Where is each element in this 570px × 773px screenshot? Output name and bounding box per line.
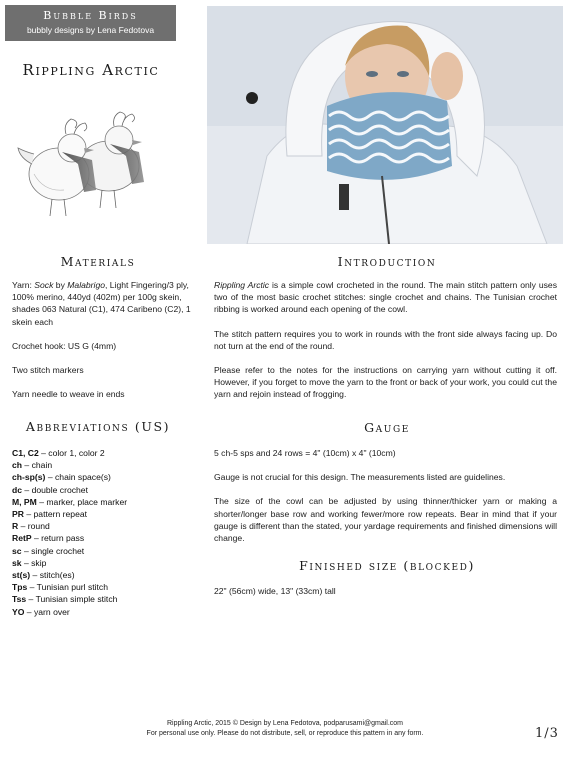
abbr-item: ch – chain [12, 460, 53, 471]
abbr-item: YO – yarn over [12, 606, 70, 617]
intro-paragraph-2: The stitch pattern requires you to work in rounds with the front side always facing up. Do not turn at the end of the round. [214, 328, 557, 351]
brand-subtitle: bubbly designs by Lena Fedotova [26, 25, 155, 35]
introduction-heading: Introduction [337, 254, 437, 269]
yarn-brand: Malabrigo [67, 280, 106, 290]
abbr-item: M, PM – marker, place marker [12, 496, 128, 507]
introduction-section [214, 279, 557, 401]
page-number: 1/3 [535, 726, 559, 741]
brand-header [5, 5, 176, 41]
materials-section [12, 279, 192, 400]
birds-illustration [14, 104, 164, 222]
footer [0, 719, 570, 739]
abbr-item: RetP – return pass [12, 533, 85, 544]
abbr-item: PR – pattern repeat [12, 509, 88, 520]
materials-needle: Yarn needle to weave in ends [12, 389, 125, 400]
gauge-section [214, 447, 557, 544]
gauge-paragraph-1: 5 ch-5 sps and 24 rows = 4" (10cm) x 4" (10cm) [214, 448, 396, 458]
abbr-item: st(s) – stitch(es) [12, 570, 75, 581]
gauge-paragraph-3: The size of the cowl can be adjusted by using thinner/thicker yarn or making a shorter/longer base row and working fewer/more row repeats. Bear in mind that if your gauge is different than the stated, your yardage requirements and finished dimensions will change. [214, 496, 557, 544]
abbreviations-list [12, 447, 192, 618]
intro-text: is a simple cowl crocheted in the round. The main stitch pattern only uses two of the most basic crochet stitches: single crochet and chains. The Tunisian crochet ribbing is worked around each opening of the cowl. [214, 280, 557, 315]
materials-heading: Materials [60, 254, 136, 269]
abbr-item: sc – single crochet [12, 545, 85, 556]
intro-paragraph-1 [214, 279, 557, 316]
hero-photo [207, 6, 563, 244]
yarn-by: by [53, 280, 68, 290]
abbr-item: Tss – Tunisian simple stitch [12, 594, 118, 605]
abbr-item: R – round [12, 521, 50, 532]
gauge-paragraph-2: Gauge is not crucial for this design. The measurements listed are guidelines. [214, 472, 506, 483]
yarn-prefix: Yarn: [12, 280, 35, 290]
yarn-name: Sock [34, 280, 54, 290]
finished-size-heading: Finished size (blocked) [299, 558, 475, 573]
intro-paragraph-3: Please refer to the notes for the instructions on carrying yarn without cutting it off. However, if you forget to move the yarn to the front or back of your work, you could cut the yarn and rejoin instead of frogging. [214, 365, 557, 400]
yarn-details: , Light Fingering/3 ply, 100% merino, 440yd (402m) per 100g skein, shades 063 Natural (C1), 474 Caribeno (C2), 1 skein each [12, 280, 191, 327]
abbr-item: sk – skip [12, 557, 47, 568]
footer-license: For personal use only. Please do not distribute, sell, or reproduce this pattern in any form. [146, 730, 424, 737]
finished-size-text: 22" (56cm) wide, 13" (33cm) tall [214, 586, 336, 596]
pattern-title: Rippling Arctic [22, 61, 160, 79]
footer-copyright: Rippling Arctic, 2015 © Design by Lena Fedotova, podparusami@gmail.com [167, 720, 403, 727]
materials-hook: Crochet hook: US G (4mm) [12, 340, 117, 351]
gauge-heading: Gauge [364, 420, 410, 435]
materials-markers: Two stitch markers [12, 365, 84, 376]
intro-pattern-name: Rippling Arctic [214, 280, 270, 290]
brand-title: Bubble Birds [43, 9, 138, 22]
abbr-item: dc – double crochet [12, 484, 88, 495]
materials-yarn [12, 279, 192, 328]
abbreviations-heading: Abbreviations (US) [25, 419, 171, 434]
abbr-item: C1, C2 – color 1, color 2 [12, 448, 105, 458]
abbr-item: ch-sp(s) – chain space(s) [12, 472, 111, 483]
abbr-item: Tps – Tunisian purl stitch [12, 582, 109, 593]
